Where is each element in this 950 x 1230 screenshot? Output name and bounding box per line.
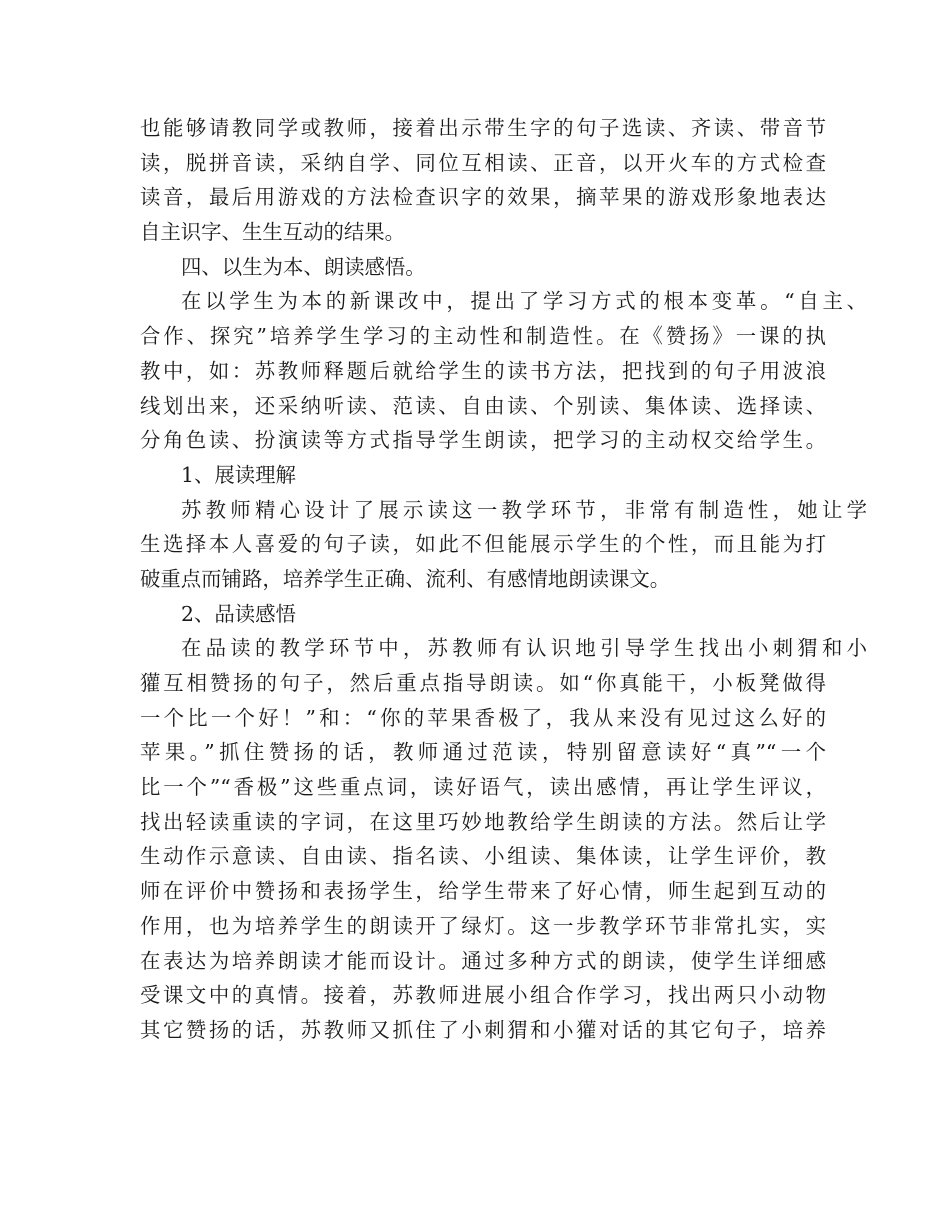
section-heading: 1、展读理解 <box>181 462 296 487</box>
section-heading: 四、以生为本、朗读感悟。 <box>181 254 426 279</box>
text-line: 读，脱拼音读，采纳自学、同位互相读、正音，以开火车的方式检查 <box>140 150 826 175</box>
text-line: 读音，最后用游戏的方法检查识字的效果，摘苹果的游戏形象地表达 <box>140 185 826 210</box>
text-line: 在以学生为本的新课改中，提出了学习方式的根本变革。“自主、 <box>181 289 867 314</box>
text-line: 生动作示意读、自由读、指名读、小组读、集体读，让学生评价，教 <box>140 844 826 869</box>
text-line: 破重点而铺路，培养学生正确、流利、有感情地朗读课文。 <box>140 566 671 591</box>
text-line: 师在评价中赞扬和表扬学生，给学生带来了好心情，师生起到互动的 <box>140 879 826 904</box>
text-line: 合作、探究”培养学生学习的主动性和制造性。在《赞扬》一课的执 <box>140 324 826 349</box>
document-body <box>140 111 867 1048</box>
text-line: 也能够请教同学或教师，接着出示带生字的句子选读、齐读、带音节 <box>140 116 826 140</box>
text-line: 受课文中的真情。接着，苏教师进展小组合作学习，找出两只小动物 <box>140 983 826 1008</box>
text-line: 其它赞扬的话，苏教师又抓住了小刺猬和小獾对话的其它句子，培养 <box>140 1017 826 1042</box>
section-heading: 2、品读感悟 <box>181 601 296 626</box>
text-line: 一个比一个好！”和：“你的苹果香极了，我从来没有见过这么好的 <box>140 705 826 730</box>
text-line: 苏教师精心设计了展示读这一教学环节，非常有制造性，她让学 <box>181 497 867 522</box>
text-line: 分角色读、扮演读等方式指导学生朗读，把学习的主动权交给学生。 <box>140 428 826 453</box>
text-line: 苹果。”抓住赞扬的话，教师通过范读，特别留意读好“真”“一个 <box>140 740 826 765</box>
text-line: 线划出来，还采纳听读、范读、自由读、个别读、集体读、选择读、 <box>140 393 826 418</box>
text-line: 自主识字、生生互动的结果。 <box>140 220 406 245</box>
text-line: 教中，如：苏教师释题后就给学生的读书方法，把找到的句子用波浪 <box>140 358 826 383</box>
text-line: 生选择本人喜爱的句子读，如此不但能展示学生的个性，而且能为打 <box>140 532 826 557</box>
text-line: 在表达为培养朗读才能而设计。通过多种方式的朗读，使学生详细感 <box>140 948 826 973</box>
text-line: 找出轻读重读的字词，在这里巧妙地教给学生朗读的方法。然后让学 <box>140 809 826 834</box>
text-line: 在品读的教学环节中，苏教师有认识地引导学生找出小刺猬和小 <box>181 636 867 661</box>
text-line: 作用，也为培养学生的朗读开了绿灯。这一步教学环节非常扎实，实 <box>140 913 826 938</box>
text-line: 比一个”“香极”这些重点词，读好语气，读出感情，再让学生评议， <box>140 775 826 800</box>
text-line: 獾互相赞扬的句子，然后重点指导朗读。如“你真能干，小板凳做得 <box>140 671 826 695</box>
